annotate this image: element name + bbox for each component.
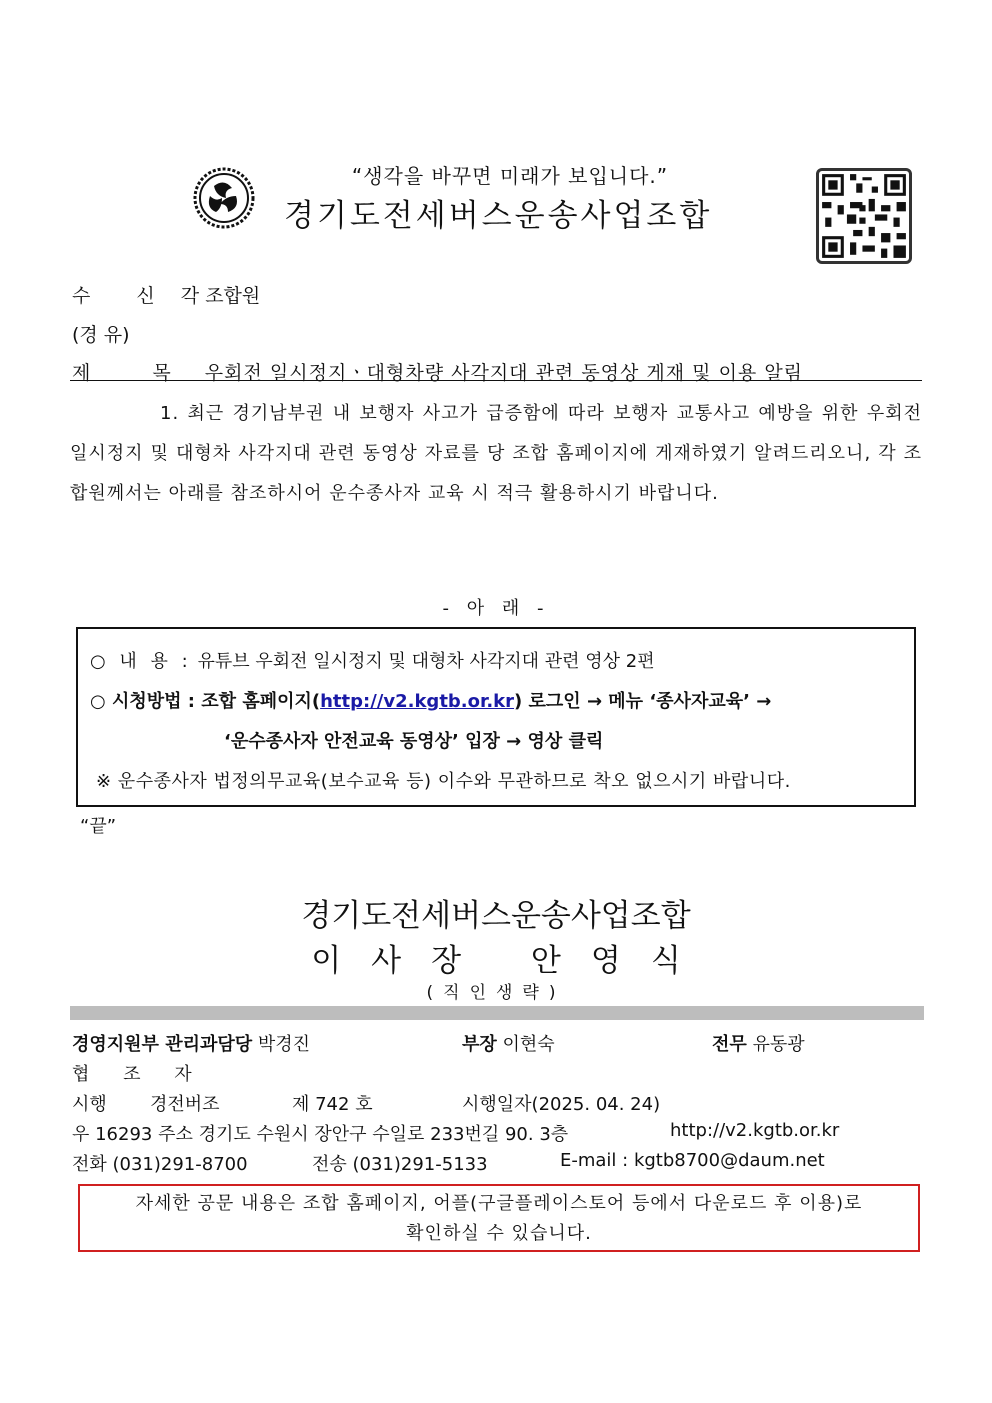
method-row — [90, 687, 771, 713]
details-box — [76, 627, 916, 807]
staff-name: 박경진 — [257, 1034, 311, 1055]
online-notice-line2: 확인하실 수 있습니다. — [406, 1223, 592, 1244]
phone: 전화 (031)291-8700 — [72, 1154, 248, 1175]
content-label: ○ 내 용 : — [90, 651, 192, 672]
org-name-header: 경기도전세버스운송사업조합 — [284, 198, 713, 234]
end-mark: “끝” — [80, 816, 117, 837]
footer-website[interactable]: http://v2.kgtb.or.kr — [670, 1120, 840, 1141]
issue-date: 시행일자(2025. 04. 24) — [462, 1094, 661, 1115]
issue-label: 시행 — [72, 1094, 107, 1115]
subject-divider — [70, 380, 922, 381]
subject-value: 우회전 일시정지ㆍ대형차량 사각지대 관련 동영상 게재 및 이용 알림 — [204, 362, 804, 384]
content-value: 유튜브 우회전 일시정지 및 대형차 사각지대 관련 영상 2편 — [197, 651, 655, 672]
issue-number: 제 742 호 — [292, 1094, 373, 1115]
method-label: ○ 시청방법 : — [90, 691, 195, 712]
union-logo-icon — [192, 166, 256, 230]
recipient-value: 각 조합원 — [180, 285, 261, 307]
seal-note: (직인생략) — [426, 983, 566, 1003]
manager-name: 이현숙 — [502, 1034, 555, 1055]
footer-divider — [70, 1006, 924, 1020]
issue-code: 경전버조 — [150, 1094, 220, 1115]
recipient-row — [72, 281, 260, 308]
method-prefix: 조합 홈페이지( — [201, 691, 321, 712]
staff-block — [72, 1030, 310, 1056]
manager-block — [462, 1030, 555, 1056]
director-label: 전무 — [712, 1034, 747, 1055]
subject-label: 제 목 — [72, 362, 199, 384]
method-suffix: ) 로그인 → 메뉴 ‘종사자교육’ → — [514, 691, 772, 712]
director-name: 유동광 — [752, 1034, 805, 1055]
body-paragraph: 1. 최근 경기남부권 내 보행자 사고가 급증함에 따라 보행자 교통사고 예방을 위한 우회전 일시정지 및 대형차 사각지대 관련 동영상 자료를 당 조합 홈페이지에 게재하였기 알려드리오니, 각 조합원께서는 아래를 참조하시어 운수종사자 교육 시 적극 활용하시기 바랍니다. — [70, 403, 922, 504]
fax: 전송 (031)291-5133 — [312, 1154, 488, 1175]
signature-org: 경기도전세버스운송사업조합 — [301, 898, 691, 934]
slogan: “생각을 바꾸면 미래가 보입니다.” — [351, 164, 669, 188]
homepage-link[interactable]: http://v2.kgtb.or.kr — [320, 691, 515, 712]
director-block — [712, 1030, 805, 1056]
signature-title: 이사장 안영식 — [311, 943, 711, 979]
email[interactable]: E-mail : kgtb8700@daum.net — [560, 1150, 825, 1171]
address: 우 16293 주소 경기도 수원시 장안구 수일로 233번길 90. 3층 — [72, 1124, 569, 1145]
manager-label: 부장 — [462, 1034, 497, 1055]
box-note: ※ 운수종사자 법정의무교육(보수교육 등) 이수와 무관하므로 착오 없으시기 바랍니다. — [96, 771, 791, 792]
method-line2: ‘운수종사자 안전교육 동영상’ 입장 → 영상 클릭 — [224, 731, 604, 752]
recipient-label: 수 신 — [72, 285, 175, 307]
notice-heading: - 아 래 - — [442, 598, 550, 619]
online-notice-line1: 자세한 공문 내용은 조합 홈페이지, 어플(구글플레이스토어 등에서 다운로드 후 이용)로 — [135, 1193, 863, 1214]
content-row — [90, 647, 655, 673]
staff-label: 경영지원부 관리과담당 — [72, 1034, 253, 1055]
online-notice-box — [78, 1184, 920, 1252]
cooperator-label: 협 조 자 — [72, 1064, 206, 1085]
via-label: (경 유) — [72, 324, 130, 346]
qr-code-icon[interactable] — [816, 168, 912, 264]
